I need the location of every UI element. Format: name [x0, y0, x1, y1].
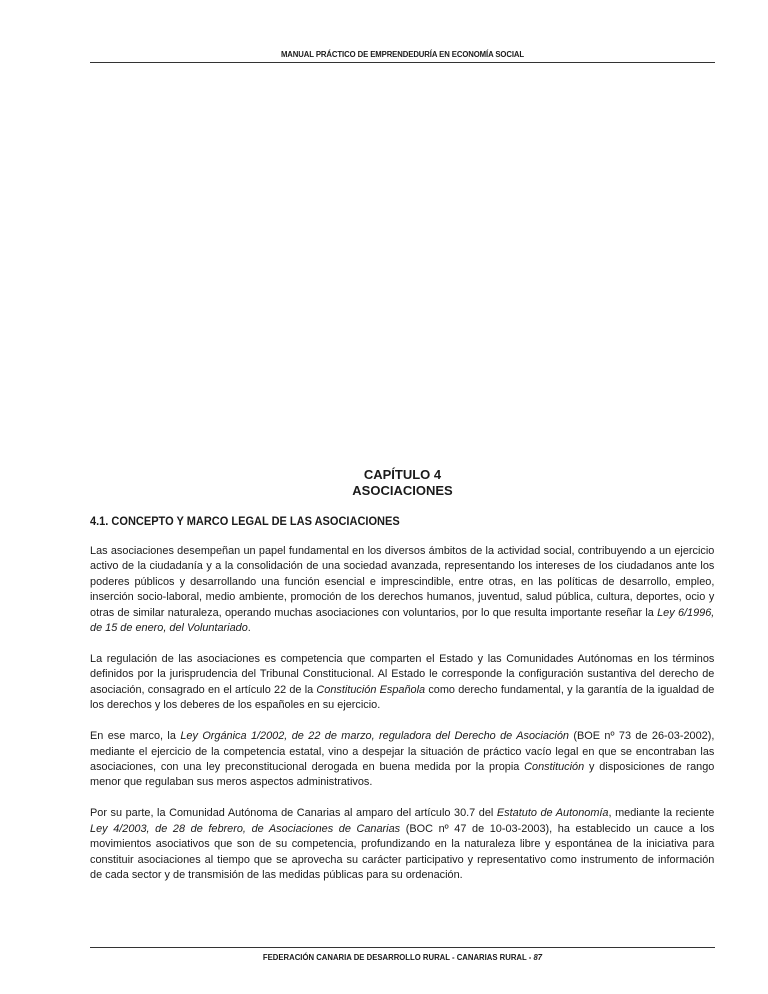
running-header: MANUAL PRÁCTICO DE EMPRENDEDURÍA EN ECONOMÍA SOCIAL: [280, 49, 525, 59]
footer-text: FEDERACIÓN CANARIA DE DESARROLLO RURAL - CANARIAS RURAL -: [262, 952, 534, 962]
italic-citation: Ley Orgánica 1/2002, de 22 de marzo, reguladora del Derecho de Asociación: [180, 730, 569, 743]
italic-citation: Ley 6/1996, de 15 de enero, del Voluntariado: [90, 606, 715, 635]
page-number: 87: [533, 952, 543, 962]
text-run: (BOC nº 47 de 10-03-2003), ha establecido un cauce a los movimientos asociativos que son de su competencia, profundizando en la naturaleza libre y espontánea de la iniciativa para constituir asociaciones al tiempo que se aprovecha su carácter participativo y representativo como instrumento de información de cada sector y de transmisión de las medidas públicas para su ordenación.: [90, 822, 715, 882]
text-run: .: [247, 622, 251, 635]
italic-citation: Constitución: [524, 761, 585, 774]
paragraph: [90, 729, 714, 791]
text-run: En ese marco, la: [90, 730, 181, 743]
paragraph: [90, 652, 714, 714]
footer-rule: [90, 947, 715, 948]
section-title: 4.1. CONCEPTO Y MARCO LEGAL DE LAS ASOCIACIONES: [90, 515, 400, 528]
paragraph: [90, 544, 714, 636]
text-run: como derecho fundamental, y la garantía de la igualdad de los derechos y los deberes de los españoles en su ejercicio.: [90, 683, 715, 712]
italic-citation: Estatuto de Autonomía: [496, 807, 609, 820]
text-run: La regulación de las asociaciones es competencia que comparten el Estado y las Comunidades Autónomas en los términos definidos por la jurisprudencia del Tribunal Constitucional. Al Estado le corresponde la configuración sustantiva del derecho de asociación, consagrado en el artículo 22 de la: [90, 653, 715, 696]
text-run: , mediante la reciente: [608, 807, 715, 820]
chapter-number: CAPÍTULO 4: [363, 467, 442, 482]
paragraph: [90, 806, 714, 883]
text-run: (BOE nº 73 de 26-03-2002), mediante el ejercicio de la competencia estatal, vino a despejar la situación de práctico vacío legal en que se encontraban las asociaciones, con una ley preconstitucional derogada en buena medida por la propia: [90, 730, 715, 774]
header-rule: [90, 62, 715, 63]
body-text: [90, 544, 715, 899]
chapter-title: ASOCIACIONES: [352, 483, 453, 498]
running-footer: [121, 952, 684, 962]
italic-citation: Ley 4/2003, de 28 de febrero, de Asociaciones de Canarias: [90, 822, 401, 835]
text-run: Por su parte, la Comunidad Autónoma de Canarias al amparo del artículo 30.7 del: [90, 807, 497, 820]
italic-citation: Constitución Española: [316, 683, 426, 696]
text-run: y disposiciones de rango menor que regulaban sus meros aspectos administrativos.: [90, 761, 715, 789]
text-run: Las asociaciones desempeñan un papel fundamental en los diversos ámbitos de la actividad social, contribuyendo a un ejercicio activo de la ciudadanía y a la consolidación de una sociedad avanzada, representando los intereses de los ciudadanos ante los poderes públicos y desarrollando una función esencial e imprescindible, entre otras, en las políticas de desarrollo, empleo, inserción socio-laboral, medio ambiente, promoción de los derechos humanos, juventud, salud pública, cultura, deportes, ocio y otras de similar naturaleza, operando muchas asociaciones con voluntarios, por lo que resulta importante reseñar la: [90, 545, 715, 619]
chapter-heading: [90, 467, 715, 499]
